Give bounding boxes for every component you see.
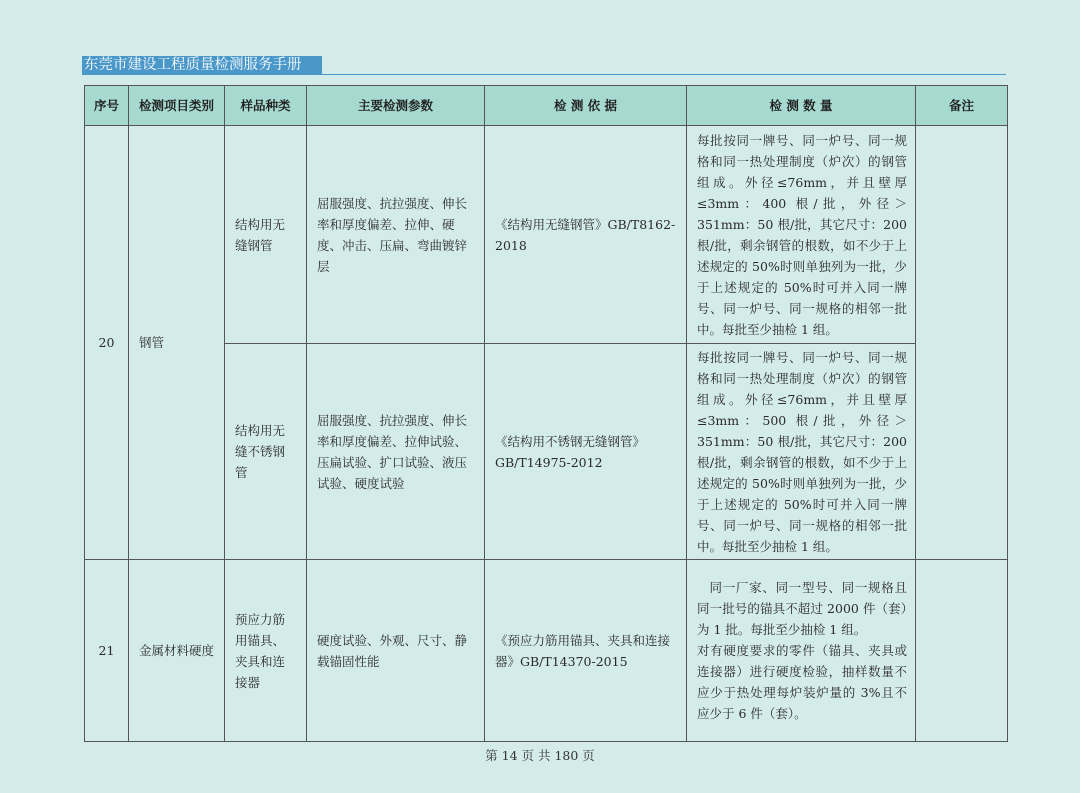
category-cell: 钢管 [129,126,225,560]
quantity-paragraph: 对有硬度要求的零件（锚具、夹具或连接器）进行硬度检验，抽样数量不应少于热处理每炉装炉量的 3%且不应少于 6 件（套）。 [697,643,907,721]
table-row [85,126,1008,344]
quantity-paragraph: 同一厂家、同一型号、同一规格且同一批号的锚具不超过 2000 件（套）为 1 批。每批至少抽检 1 组。 [697,580,907,637]
column-header-category: 检测项目类别 [129,86,225,126]
header-rule [82,74,1006,75]
basis-cell: 《预应力筋用锚具、夹具和连接器》GB/T14370-2015 [485,560,687,742]
sample-type-cell: 预应力筋用锚具、夹具和连接器 [225,560,307,742]
sample-type-cell: 结构用无缝钢管 [225,126,307,344]
column-header-parameters: 主要检测参数 [307,86,485,126]
column-header-no: 序号 [85,86,129,126]
quantity-cell: 每批按同一牌号、同一炉号、同一规格和同一热处理制度（炉次）的钢管组成。外径≤76mm，并且壁厚≤3mm：400 根/批，外径＞351mm：50 根/批，其它尺寸：200 根/批，剩余钢管的根数，如不少于上述规定的 50%时则单独列为一批，少于上述规定的 50%时可并入同一牌号、同一炉号、同一规格的相邻一批中。每批至少抽检 1 组。 [687,126,916,344]
parameters-cell: 屈服强度、抗拉强度、伸长率和厚度偏差、拉伸、硬度、冲击、压扁、弯曲镀锌层 [307,126,485,344]
document-header [82,56,1006,76]
table-header-row [85,86,1008,126]
quantity-cell: 每批按同一牌号、同一炉号、同一规格和同一热处理制度（炉次）的钢管组成。外径≤76mm，并且壁厚≤3mm：500 根/批，外径＞351mm：50 根/批，其它尺寸：200 根/批，剩余钢管的根数，如不少于上述规定的 50%时则单独列为一批，少于上述规定的 50%时可并入同一牌号、同一炉号、同一规格的相邻一批中。每批至少抽检 1 组。 [687,344,916,560]
parameters-cell: 硬度试验、外观、尺寸、静载锚固性能 [307,560,485,742]
header-title: 东莞市建设工程质量检测服务手册 [84,57,302,73]
column-header-remark: 备注 [916,86,1008,126]
parameters-cell: 屈服强度、抗拉强度、伸长率和厚度偏差、拉伸试验、压扁试验、扩口试验、液压试验、硬度试验 [307,344,485,560]
basis-cell: 《结构用不锈钢无缝钢管》GB/T14975-2012 [485,344,687,560]
row-number: 20 [85,126,129,560]
remark-cell [916,126,1008,560]
table-row [85,560,1008,742]
remark-cell [916,560,1008,742]
column-header-basis: 检 测 依 据 [485,86,687,126]
column-header-quantity: 检 测 数 量 [687,86,916,126]
column-header-sample-type: 样品种类 [225,86,307,126]
category-cell: 金属材料硬度 [129,560,225,742]
sample-type-cell: 结构用无缝不锈钢管 [225,344,307,560]
row-number: 21 [85,560,129,742]
basis-cell: 《结构用无缝钢管》GB/T8162-2018 [485,126,687,344]
inspection-table [84,85,1008,742]
page-footer: 第 14 页 共 180 页 [485,748,595,763]
quantity-cell [687,560,916,742]
